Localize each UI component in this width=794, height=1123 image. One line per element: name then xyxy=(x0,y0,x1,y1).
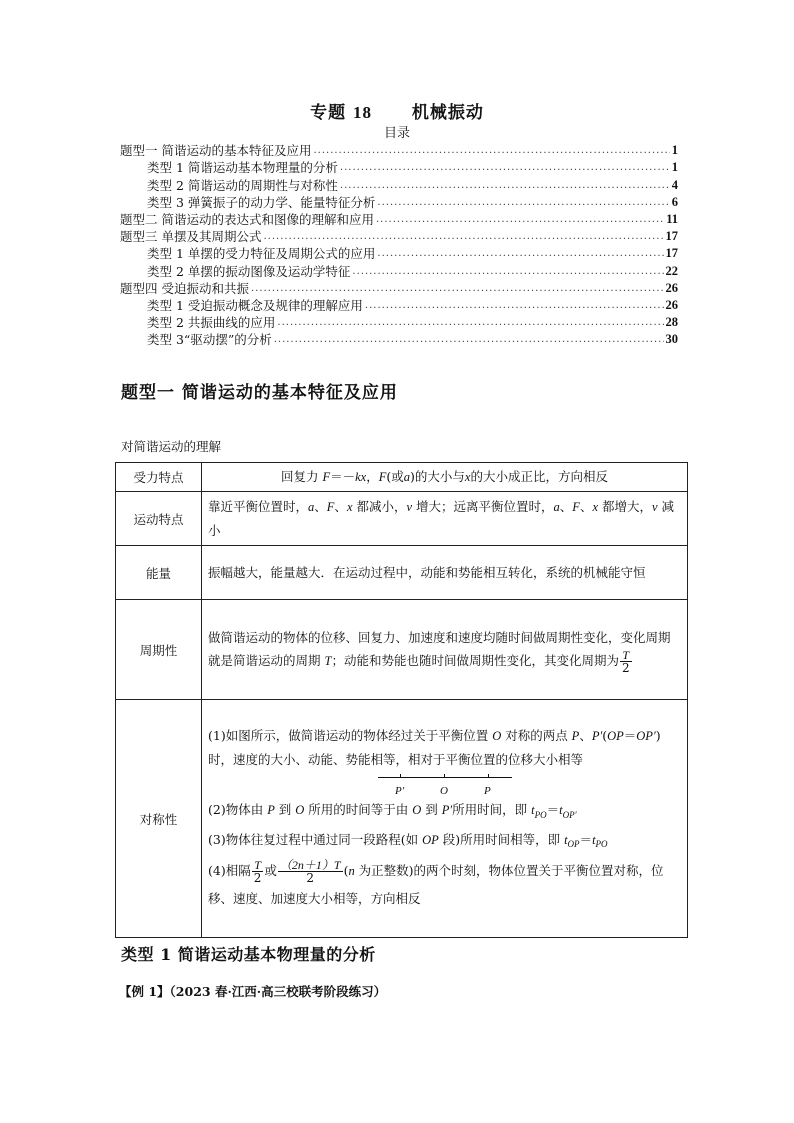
toc-leader xyxy=(352,264,663,279)
toc-entry-page: 17 xyxy=(665,246,678,261)
subsection-heading: 类型 1 简谐运动基本物理量的分析 xyxy=(121,945,376,964)
toc-entry-page: 11 xyxy=(666,211,678,226)
toc-leader xyxy=(377,195,669,210)
row-value xyxy=(202,700,688,938)
toc-entry-page: 26 xyxy=(665,297,678,312)
row-key: 运动特点 xyxy=(116,492,202,546)
toc-leader xyxy=(377,246,663,261)
toc-entry-page: 1 xyxy=(671,143,678,158)
axis-label-p: P xyxy=(484,785,491,797)
toc-entry-label: 题型一 简谐运动的基本特征及应用 xyxy=(120,143,312,159)
table-row xyxy=(116,492,688,546)
toc-entry[interactable] xyxy=(120,244,678,261)
example-label: 【例 1】（2023 春·江西·高三校联考阶段练习） xyxy=(119,984,387,999)
toc-entry[interactable] xyxy=(120,193,678,210)
tick-p-prime xyxy=(400,774,401,778)
title-prefix: 专题 xyxy=(310,103,347,123)
symmetry-line-4: (4)相隔 $\frac{T}{2}$ 或 $\frac{(2n+1)T}{2}$ (n 为正整数)的两个时刻，物体位置关于平衡位置对称，位移、速度、加速度大小相等，方向相反 xyxy=(208,858,664,906)
toc-entry-label: 类型 1 受迫振动概念及规律的理解应用 xyxy=(147,297,363,313)
properties-table xyxy=(115,462,688,938)
title-number: 18 xyxy=(353,103,373,122)
toc-leader xyxy=(274,332,664,347)
toc-entry[interactable] xyxy=(120,210,678,227)
row-value: 靠近平衡位置时，a、F、x 都减小，v 增大；远离平衡位置时，a、F、x 都增大，v 减小 xyxy=(202,492,688,546)
row-key: 对称性 xyxy=(116,700,202,938)
table-row xyxy=(116,463,688,492)
row-key: 周期性 xyxy=(116,600,202,700)
toc-leader xyxy=(313,143,669,158)
table-caption: 对简谐运动的理解 xyxy=(121,439,222,454)
row-key: 能量 xyxy=(116,546,202,600)
table-row xyxy=(116,546,688,600)
toc-entry-label: 类型 1 单摆的受力特征及周期公式的应用 xyxy=(147,246,376,262)
axis-label-o: O xyxy=(440,785,448,797)
axis-line xyxy=(378,777,512,778)
symmetry-line-1: (1)如图所示，做简谐运动的物体经过关于平衡位置 O 对称的两点 P、P′(OP＝OP′)时，速度的大小、动能、势能相等，相对于平衡位置的位移大小相等 xyxy=(208,728,661,767)
toc-entry[interactable] xyxy=(120,313,678,330)
toc-entry[interactable] xyxy=(120,296,678,313)
toc-entry-label: 题型三 单摆及其周期公式 xyxy=(120,229,262,245)
toc-leader xyxy=(340,160,670,175)
row-value: 回复力 F＝－kx，F(或a)的大小与x的大小成正比，方向相反 xyxy=(202,463,688,492)
toc-entry[interactable] xyxy=(120,330,678,347)
tick-o xyxy=(444,774,445,778)
toc-entry-page: 6 xyxy=(671,194,678,209)
toc-entry-label: 类型 2 简谐运动的周期性与对称性 xyxy=(147,177,338,193)
toc-entry[interactable] xyxy=(120,261,678,278)
symmetry-line-2: (2)物体由 P 到 O 所用的时间等于由 O 到 P′所用时间，即 $t_{PO}=t_{OP'}$ xyxy=(208,802,577,820)
toc-heading: 目录 xyxy=(383,126,410,141)
fraction: $\frac{T}{2}$ xyxy=(253,858,262,885)
toc-entry-label: 类型 2 共振曲线的应用 xyxy=(147,315,276,331)
toc-leader xyxy=(376,212,664,227)
toc-entry-page: 30 xyxy=(665,332,678,347)
toc-leader xyxy=(263,229,663,244)
toc-leader xyxy=(340,178,670,193)
toc-entry-label: 类型 3“驱动摆”的分析 xyxy=(147,332,272,348)
toc-entry-label: 类型 2 单摆的振动图像及运动学特征 xyxy=(147,263,351,279)
toc-leader xyxy=(365,298,664,313)
position-axis-diagram xyxy=(378,774,512,797)
title-name: 机械振动 xyxy=(411,103,484,123)
toc-entry-label: 题型四 受迫振动和共振 xyxy=(120,280,249,296)
row-value: 做简谐运动的物体的位移、回复力、加速度和速度均随时间做周期性变化，变化周期就是简谐运动的周期 T；动能和势能也随时间做周期性变化，其变化周期为 $\frac{T}{2}$ xyxy=(202,600,688,700)
symmetry-line-3: (3)物体往复过程中通过同一段路程(如 OP 段)所用时间相等，即 $t_{OP}=t_{PO}$ xyxy=(208,831,608,849)
fraction: $\frac{T}{2}$ xyxy=(621,647,630,675)
toc-entry-page: 4 xyxy=(671,177,678,192)
toc-entry-page: 26 xyxy=(665,280,678,295)
toc-entry-label: 类型 1 简谐运动基本物理量的分析 xyxy=(147,160,338,176)
fraction: $\frac{(2n+1)T}{2}$ xyxy=(279,858,341,885)
toc-entry[interactable] xyxy=(120,227,678,244)
toc-entry[interactable] xyxy=(120,279,678,296)
row-value: 振幅越大，能量越大．在运动过程中，动能和势能相互转化，系统的机械能守恒 xyxy=(202,546,688,600)
toc-entry-page: 28 xyxy=(665,315,678,330)
table-row xyxy=(116,600,688,700)
toc-leader xyxy=(251,281,664,296)
toc-entry-label: 题型二 简谐运动的表达式和图像的理解和应用 xyxy=(120,211,374,227)
toc-leader xyxy=(277,315,663,330)
tick-p xyxy=(488,774,489,778)
table-row xyxy=(116,700,688,938)
toc-entry-page: 22 xyxy=(665,263,678,278)
page-title xyxy=(0,98,794,123)
row-key: 受力特点 xyxy=(116,463,202,492)
toc-entry[interactable] xyxy=(120,175,678,192)
toc-entry-page: 17 xyxy=(665,229,678,244)
toc-entry[interactable] xyxy=(120,141,678,158)
toc-entry[interactable] xyxy=(120,158,678,175)
section-heading: 题型一 简谐运动的基本特征及应用 xyxy=(121,383,398,403)
toc-entry-label: 类型 3 弹簧振子的动力学、能量特征分析 xyxy=(147,194,376,210)
table-of-contents xyxy=(120,141,678,347)
toc-entry-page: 1 xyxy=(671,160,678,175)
axis-label-p-prime: P′ xyxy=(395,785,405,797)
